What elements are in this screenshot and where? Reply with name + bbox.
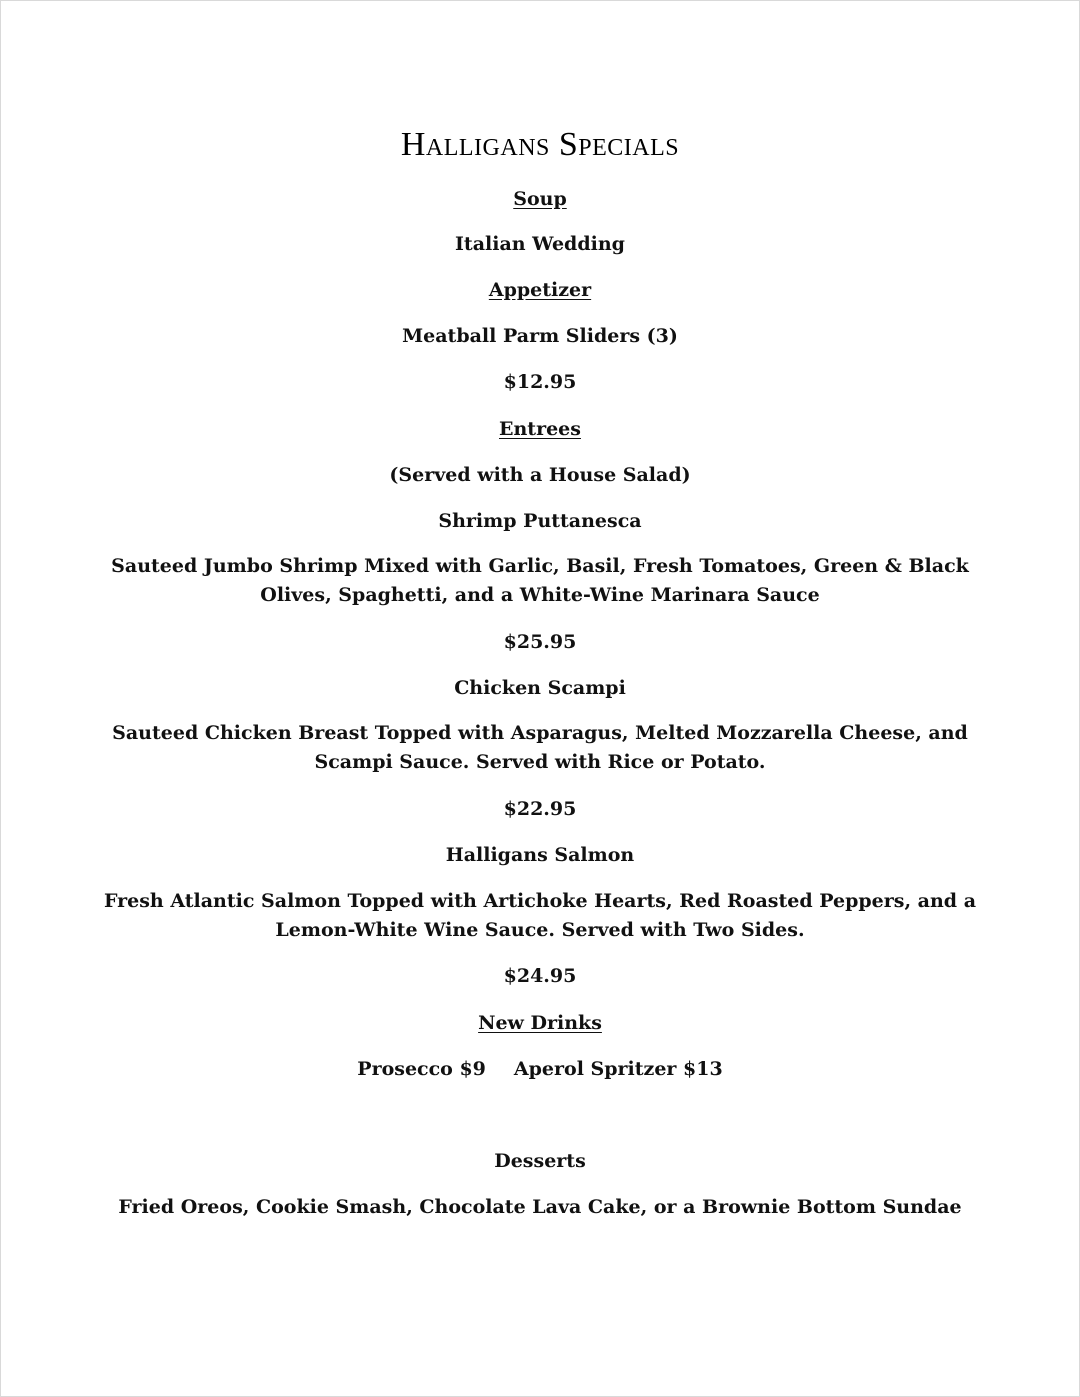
menu-title: Halligans Specials: [400, 126, 680, 163]
appetizer-price: $12.95: [503, 371, 577, 393]
entree-name: Chicken Scampi: [454, 677, 626, 699]
entree-name: Shrimp Puttanesca: [438, 510, 642, 532]
entree-price: $22.95: [503, 798, 577, 820]
entree-description-line: Scampi Sauce. Served with Rice or Potato.: [314, 751, 766, 773]
drinks-heading: New Drinks: [478, 1012, 602, 1034]
entree-description: [1, 887, 1079, 945]
entree-description-line: Fresh Atlantic Salmon Topped with Artichoke Hearts, Red Roasted Peppers, and a: [103, 890, 977, 912]
entree-description: [1, 552, 1079, 610]
drink-item: Aperol Spritzer $13: [513, 1058, 723, 1080]
entree-price: $24.95: [503, 965, 577, 987]
entrees-heading: Entrees: [499, 418, 581, 440]
soup-heading: Soup: [513, 188, 567, 210]
entree-name: Halligans Salmon: [445, 844, 635, 866]
entree-description: [1, 719, 1079, 777]
entree-description-line: Sauteed Chicken Breast Topped with Asparagus, Melted Mozzarella Cheese, and: [112, 722, 968, 744]
drink-item: Prosecco $9: [357, 1058, 486, 1080]
entree-description-line: Olives, Spaghetti, and a White-Wine Marinara Sauce: [260, 584, 820, 606]
entree-price: $25.95: [503, 631, 577, 653]
drinks-list: [1, 1057, 1079, 1081]
appetizer-item: Meatball Parm Sliders (3): [402, 325, 678, 347]
entree-description-line: Lemon-White Wine Sauce. Served with Two Sides.: [275, 919, 805, 941]
entree-description-line: Sauteed Jumbo Shrimp Mixed with Garlic, Basil, Fresh Tomatoes, Green & Black: [111, 555, 969, 577]
soup-item: Italian Wedding: [455, 233, 625, 255]
desserts-heading: Desserts: [494, 1150, 586, 1172]
entrees-note: (Served with a House Salad): [389, 464, 691, 486]
desserts-list: Fried Oreos, Cookie Smash, Chocolate Lava Cake, or a Brownie Bottom Sundae: [118, 1196, 962, 1218]
appetizer-heading: Appetizer: [488, 279, 592, 301]
